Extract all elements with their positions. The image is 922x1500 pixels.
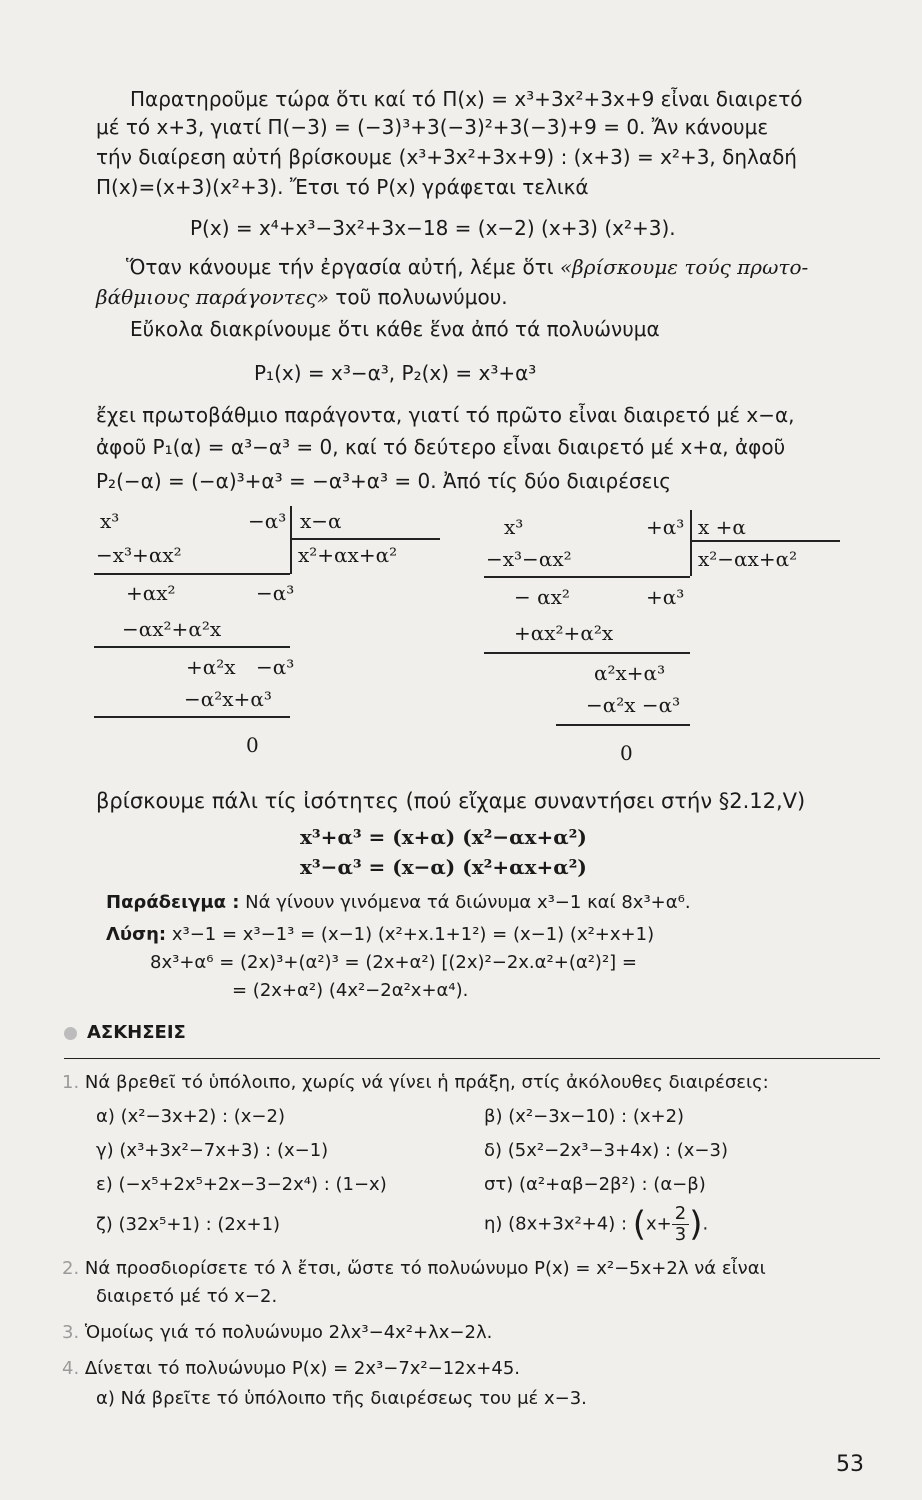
intro-line-1: Παρατηροῦμε τώρα ὅτι καί τό Π(x) = x³+3x²+3x+9 εἶναι διαιρετό bbox=[130, 87, 803, 111]
div2-dividend: x³ bbox=[504, 515, 524, 539]
exercise-2-text: Νά προσδιορίσετε τό λ ἔτσι, ὥστε τό πολυώνυμο P(x) = x²−5x+2λ νά εἶναι bbox=[84, 1258, 766, 1279]
solution-1: x³−1 = x³−1³ = (x−1) (x²+x.1+1²) = (x−1) (x²+x+1) bbox=[166, 924, 655, 945]
identity-diff-cubes: x³−α³ = (x−α) (x²+αx+α²) bbox=[300, 855, 587, 879]
exercise-1st: στ) (α²+αβ−2β²) : (α−β) bbox=[484, 1174, 706, 1195]
exercise-4 bbox=[62, 1356, 520, 1382]
exercise-3-number: 3. bbox=[62, 1322, 80, 1343]
div1-remainder-2a: +α²x bbox=[186, 655, 236, 679]
solution-line-3: = (2x+α²) (4x²−2α²x+α⁴). bbox=[232, 980, 469, 1001]
div1-dividend: x³ bbox=[100, 509, 120, 533]
div1-dividend-const: −α³ bbox=[248, 509, 287, 533]
div2-rule-2 bbox=[484, 652, 690, 654]
exercise-1-number: 1. bbox=[62, 1072, 80, 1093]
div2-subtract-3: −α²x −α³ bbox=[586, 693, 681, 717]
exercise-1h-x: x+ bbox=[646, 1213, 672, 1235]
polynomials-formula: P₁(x) = x³−α³, P₂(x) = x³+α³ bbox=[254, 361, 537, 385]
intro-line-6b: «βρίσκουμε τούς πρωτο- bbox=[559, 255, 809, 279]
exercise-1z: ζ) (32x⁵+1) : (2x+1) bbox=[96, 1214, 281, 1235]
div1-subtract-2: −αx²+α²x bbox=[122, 617, 222, 641]
div1-divisor: x−α bbox=[300, 509, 342, 533]
exercise-1b: β) (x²−3x−10) : (x+2) bbox=[484, 1106, 685, 1127]
solution-line-2: 8x³+α⁶ = (2x)³+(α²)³ = (2x+α²) [(2x)²−2x.α²+(α²)²] = bbox=[150, 952, 637, 973]
div1-divisor-rule bbox=[290, 538, 440, 540]
exercises-title: ΑΣΚΗΣΕΙΣ bbox=[87, 1022, 186, 1043]
div1-zero: 0 bbox=[246, 733, 259, 757]
exercise-1c: γ) (x³+3x²−7x+3) : (x−1) bbox=[96, 1140, 329, 1161]
div1-rule-2 bbox=[94, 646, 290, 648]
exercise-3-text: Ὁμοίως γιά τό πολυώνυμο 2λx³−4x²+λx−2λ. bbox=[84, 1322, 493, 1343]
intro-line-6 bbox=[126, 254, 808, 280]
div2-divisor-rule bbox=[690, 540, 840, 542]
intro-line-11: ἀφοῦ P₁(α) = α³−α³ = 0, καί τό δεύτερο εἶναι διαιρετό μέ x+α, ἀφοῦ bbox=[96, 435, 786, 459]
div2-remainder-1a: − αx² bbox=[514, 585, 570, 609]
example-text: Νά γίνουν γινόμενα τά διώνυμα x³−1 καί 8x³+α⁶. bbox=[239, 892, 691, 913]
page-number: 53 bbox=[836, 1452, 864, 1477]
exercise-1d: δ) (5x²−2x³−3+4x) : (x−3) bbox=[484, 1140, 728, 1161]
div2-remainder-1b: +α³ bbox=[646, 585, 685, 609]
div2-rule-3 bbox=[556, 724, 690, 726]
div1-rule-1 bbox=[94, 573, 290, 575]
div2-divisor: x +α bbox=[698, 515, 746, 539]
bullet-icon bbox=[64, 1027, 77, 1040]
exercise-3 bbox=[62, 1320, 492, 1346]
example-label: Παράδειγμα : bbox=[106, 892, 240, 913]
exercise-1h-text: η) (8x+3x²+4) : bbox=[484, 1213, 633, 1235]
exercise-1h: η) (8x+3x²+4) : (x+ $\frac{2}{3}$ ). bbox=[484, 1203, 709, 1245]
right-paren: ) bbox=[689, 1204, 703, 1245]
intro-line-7a: βάθμιους παράγοντες» bbox=[96, 285, 330, 309]
div1-quotient: x²+αx+α² bbox=[298, 543, 398, 567]
exercise-1e: ε) (−x⁵+2x⁵+2x−3−2x⁴) : (1−x) bbox=[96, 1174, 387, 1195]
exercise-1 bbox=[62, 1070, 769, 1096]
fraction bbox=[672, 1204, 689, 1245]
intro-line-2: μέ τό x+3, γιατί Π(−3) = (−3)³+3(−3)²+3(−3)+9 = 0. Ἄν κάνουμε bbox=[96, 115, 769, 139]
exercises-rule bbox=[64, 1058, 880, 1059]
div1-vertical-rule bbox=[290, 506, 292, 574]
exercise-2 bbox=[62, 1256, 766, 1282]
after-line-1: βρίσκουμε πάλι τίς ἰσότητες (πού εἴχαμε συναντήσει στήν §2.12,V) bbox=[96, 789, 806, 813]
exercise-1-text: Νά βρεθεῖ τό ὑπόλοιπο, χωρίς νά γίνει ἡ πράξη, στίς ἀκόλουθες διαιρέσεις: bbox=[84, 1072, 769, 1093]
intro-line-8: Εὔκολα διακρίνουμε ὅτι κάθε ἕνα ἀπό τά πολυώνυμα bbox=[130, 317, 660, 341]
solution-label: Λύση: bbox=[106, 924, 167, 945]
exercises-heading bbox=[64, 1020, 186, 1046]
intro-line-10: ἔχει πρωτοβάθμιο παράγοντα, γιατί τό πρῶτο εἶναι διαιρετό μέ x−α, bbox=[96, 403, 795, 427]
example-line bbox=[106, 890, 691, 916]
div1-subtract-3: −α²x+α³ bbox=[184, 687, 272, 711]
identity-sum-cubes: x³+α³ = (x+α) (x²−αx+α²) bbox=[300, 825, 587, 849]
exercise-2-line-2: διαιρετό μέ τό x−2. bbox=[96, 1286, 278, 1307]
div2-dividend-const: +α³ bbox=[646, 515, 685, 539]
exercise-4a: α) Νά βρεῖτε τό ὑπόλοιπο τῆς διαιρέσεως του μέ x−3. bbox=[96, 1388, 587, 1409]
intro-line-7 bbox=[96, 284, 508, 310]
exercise-1a: α) (x²−3x+2) : (x−2) bbox=[96, 1106, 285, 1127]
div1-rule-3 bbox=[94, 716, 290, 718]
factorization-formula: P(x) = x⁴+x³−3x²+3x−18 = (x−2) (x+3) (x²+3). bbox=[190, 216, 676, 240]
intro-line-12: P₂(−α) = (−α)³+α³ = −α³+α³ = 0. Ἀπό τίς δύο διαιρέσεις bbox=[96, 469, 671, 493]
div1-remainder-1a: +αx² bbox=[126, 581, 176, 605]
intro-line-4: Π(x)=(x+3)(x²+3). Ἔτσι τό P(x) γράφεται τελικά bbox=[96, 175, 589, 199]
fraction-denominator: 3 bbox=[674, 1224, 687, 1245]
intro-line-3: τήν διαίρεση αὐτή βρίσκουμε (x³+3x²+3x+9) : (x+3) = x²+3, δηλαδή bbox=[96, 145, 797, 169]
div1-remainder-1b: −α³ bbox=[256, 581, 295, 605]
div2-subtract-2: +αx²+α²x bbox=[514, 621, 614, 645]
exercise-4-text: Δίνεται τό πολυώνυμο P(x) = 2x³−7x²−12x+45. bbox=[84, 1358, 520, 1379]
exercise-2-number: 2. bbox=[62, 1258, 80, 1279]
intro-line-7b: τοῦ πολυωνύμου. bbox=[329, 285, 508, 309]
div2-vertical-rule bbox=[690, 510, 692, 576]
div1-remainder-2b: −α³ bbox=[256, 655, 295, 679]
div2-quotient: x²−αx+α² bbox=[698, 547, 798, 571]
solution-line-1 bbox=[106, 922, 654, 948]
div2-zero: 0 bbox=[620, 741, 633, 765]
div1-subtract-1: −x³+αx² bbox=[96, 543, 182, 567]
left-paren: ( bbox=[632, 1204, 647, 1245]
intro-line-6a: Ὅταν κάνουμε τήν ἐργασία αὐτή, λέμε ὅτι bbox=[126, 255, 560, 279]
div2-rule-1 bbox=[484, 576, 690, 578]
div2-subtract-1: −x³−αx² bbox=[486, 547, 572, 571]
div2-remainder-2: α²x+α³ bbox=[594, 661, 666, 685]
exercise-4-number: 4. bbox=[62, 1358, 80, 1379]
fraction-numerator: 2 bbox=[672, 1204, 689, 1225]
